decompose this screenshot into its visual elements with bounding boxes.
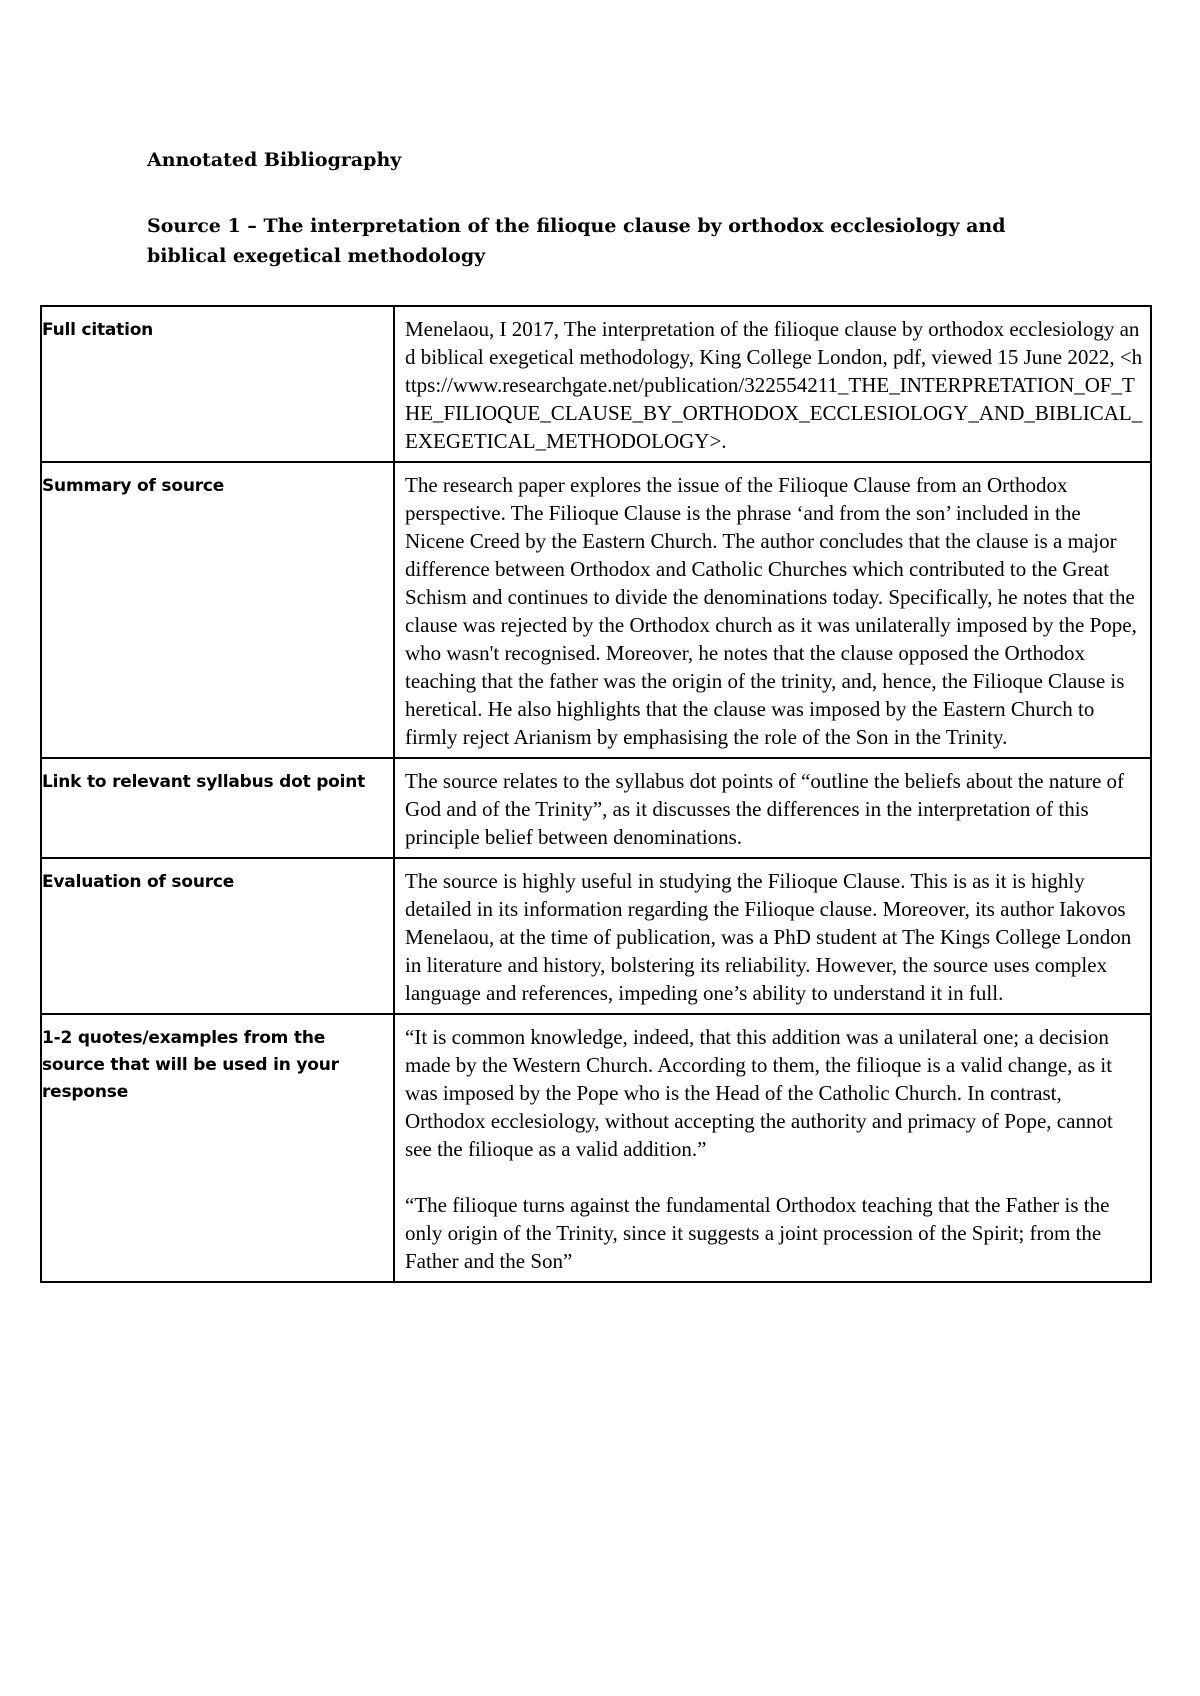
citation-text: Menelaou, I 2017, The interpretation of the filioque clause by orthodox ecclesiology and biblical exegetical methodology, King College London, pdf, viewed 15 June 2022, <https://www.researchgate.net/publication/322554211_THE_INTERPRETATION_OF_THE_FILIOQUE_CLAUSE_BY_ORTHODOX_ECCLESIOLOGY_AND_BIBLICAL_EXEGETICAL_METHODOLOGY>. bbox=[405, 317, 1143, 453]
quote-text: “It is common knowledge, indeed, that this addition was a unilateral one; a decision made by the Western Church. According to them, the filioque is a valid change, as it was imposed by the Pope who is the Head of the Catholic Church. In contrast, Orthodox ecclesiology, without accepting the authority and primacy of Pope, cannot see the filioque as a valid addition.” bbox=[405, 1025, 1113, 1161]
source-heading: Source 1 – The interpretation of the filioque clause by orthodox ecclesiology and biblical exegetical methodology bbox=[147, 215, 1006, 267]
evaluation-text: The source is highly useful in studying the Filioque Clause. This is as it is highly detailed in its information regarding the Filioque clause. Moreover, its author Iakovos Menelaou, at the time of publication, was a PhD student at The Kings College London in literature and history, bolstering its reliability. However, the source uses complex language and references, impeding one’s ability to understand it in full. bbox=[405, 869, 1132, 1005]
row-value bbox=[394, 858, 1151, 1014]
row-label: Summary of source bbox=[41, 462, 394, 758]
table-row-syllabus-link bbox=[41, 758, 1151, 858]
table-row-quotes bbox=[41, 1014, 1151, 1282]
bibliography-table bbox=[40, 305, 1152, 1283]
quote-text: “The filioque turns against the fundamental Orthodox teaching that the Father is the only origin of the Trinity, since it suggests a joint procession of the Spirit; from the Father and the Son” bbox=[405, 1193, 1110, 1273]
syllabus-link-text: The source relates to the syllabus dot points of “outline the beliefs about the nature of God and of the Trinity”, as it discusses the differences in the interpretation of this principle belief between denominations. bbox=[405, 769, 1125, 849]
row-label: Link to relevant syllabus dot point bbox=[41, 758, 394, 858]
table-row-evaluation bbox=[41, 858, 1151, 1014]
row-value bbox=[394, 758, 1151, 858]
row-value bbox=[394, 306, 1151, 462]
row-label: Evaluation of source bbox=[41, 858, 394, 1014]
row-label: 1-2 quotes/examples from the source that will be used in your response bbox=[41, 1014, 394, 1282]
row-value bbox=[394, 462, 1151, 758]
summary-text: The research paper explores the issue of the Filioque Clause from an Orthodox perspective. The Filioque Clause is the phrase ‘and from the son’ included in the Nicene Creed by the Eastern Church. The author concludes that the clause is a major difference between Orthodox and Catholic Churches which contributed to the Great Schism and continues to divide the denominations today. Specifically, he notes that the clause was rejected by the Orthodox church as it was unilaterally imposed by the Pope, who wasn't recognised. Moreover, he notes that the clause opposed the Orthodox teaching that the father was the origin of the trinity, and, hence, the Filioque Clause is heretical. He also highlights that the clause was imposed by the Eastern Church to firmly reject Arianism by emphasising the role of the Son in the Trinity. bbox=[405, 473, 1137, 749]
row-value bbox=[394, 1014, 1151, 1282]
document-title: Annotated Bibliography bbox=[147, 149, 402, 171]
row-label: Full citation bbox=[41, 306, 394, 462]
table-row-summary bbox=[41, 462, 1151, 758]
table-row-full-citation bbox=[41, 306, 1151, 462]
